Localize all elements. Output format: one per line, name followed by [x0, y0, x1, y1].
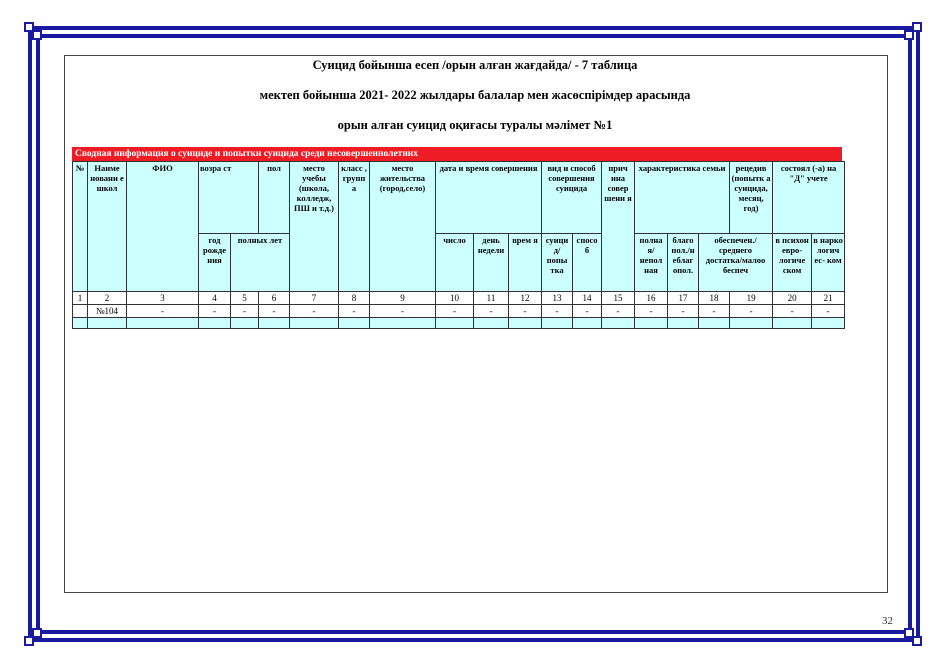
table-cell	[73, 305, 88, 318]
col-header-time: врем я	[509, 234, 542, 292]
col-header-class: класс , групп а	[339, 162, 370, 292]
table-cell	[370, 318, 436, 329]
column-number: 4	[199, 292, 231, 305]
border-corner	[32, 628, 42, 638]
table-cell	[509, 318, 542, 329]
col-header-study-place: место учебы (школа, колледж, ПШ и т.д.)	[290, 162, 339, 292]
col-header-method: вид и способ совершения суицида	[542, 162, 602, 234]
report-title: Суицид бойынша есеп /орын алған жағдайда/ - 7 таблица	[312, 58, 638, 72]
col-header-provision: обеспечен./ среднего достатка/малоо беспеч	[699, 234, 773, 292]
col-header-registry: состоял (-а) на "Д" учете	[773, 162, 845, 234]
table-cell: -	[231, 305, 259, 318]
page-number: 32	[882, 615, 893, 627]
table-cell	[635, 318, 668, 329]
table-cell	[812, 318, 845, 329]
column-number: 9	[370, 292, 436, 305]
col-header-birth-year: год рожде ния	[199, 234, 231, 292]
table-row	[73, 305, 845, 318]
col-header-suicide-attempt: суици д/ попы тка	[542, 234, 573, 292]
table-cell: -	[370, 305, 436, 318]
column-number: 3	[127, 292, 199, 305]
table-cell	[88, 318, 127, 329]
col-header-means: спосо б	[573, 234, 602, 292]
column-number: 2	[88, 292, 127, 305]
table-row	[73, 318, 845, 329]
table-cell	[542, 318, 573, 329]
column-number: 17	[668, 292, 699, 305]
col-header-num: №	[73, 162, 88, 292]
table-cell: -	[573, 305, 602, 318]
sheet-banner: Сводная информация о суициде и попытки суицида среди несовершеннолетних	[72, 147, 842, 161]
column-number: 6	[259, 292, 290, 305]
table-cell	[127, 318, 199, 329]
table-cell	[199, 318, 231, 329]
column-number: 11	[474, 292, 509, 305]
table-cell	[573, 318, 602, 329]
table-cell	[773, 318, 812, 329]
table-cell: -	[474, 305, 509, 318]
table-cell	[231, 318, 259, 329]
column-number: 13	[542, 292, 573, 305]
table-cell: -	[127, 305, 199, 318]
col-header-datetime: дата и время совершения	[436, 162, 542, 234]
table-cell	[602, 318, 635, 329]
col-header-gender: пол	[259, 162, 290, 234]
table-cell: -	[290, 305, 339, 318]
column-number: 15	[602, 292, 635, 305]
col-header-family: характеристика семьи	[635, 162, 730, 234]
report-subtitle: мектеп бойынша 2021- 2022 жылдары балалар мен жасөспірімдер арасында	[259, 88, 691, 102]
col-header-day: число	[436, 234, 474, 292]
column-number: 12	[509, 292, 542, 305]
table-cell: -	[542, 305, 573, 318]
table-cell: -	[635, 305, 668, 318]
col-header-fio: ФИО	[127, 162, 199, 292]
table-cell: -	[602, 305, 635, 318]
table-cell	[730, 318, 773, 329]
table-cell: -	[668, 305, 699, 318]
table-cell	[699, 318, 730, 329]
col-header-age: возра ст	[199, 162, 259, 234]
column-number: 18	[699, 292, 730, 305]
col-header-residence: место жительства (город,село)	[370, 162, 436, 292]
border-corner	[32, 30, 42, 40]
table-cell: -	[509, 305, 542, 318]
col-header-narco: в нарко логич ес- ком	[812, 234, 845, 292]
table-cell	[290, 318, 339, 329]
column-number: 20	[773, 292, 812, 305]
table-cell	[436, 318, 474, 329]
col-header-psycho: в психон евро- логиче ском	[773, 234, 812, 292]
col-header-reason: прич ина совер шени я	[602, 162, 635, 292]
report-table	[72, 161, 845, 329]
column-number-row	[73, 292, 845, 305]
border-corner	[904, 30, 914, 40]
table-cell: -	[199, 305, 231, 318]
column-number: 5	[231, 292, 259, 305]
column-number: 16	[635, 292, 668, 305]
table-cell	[339, 318, 370, 329]
table-cell: -	[730, 305, 773, 318]
table-cell	[259, 318, 290, 329]
table-cell: -	[812, 305, 845, 318]
table-cell: -	[339, 305, 370, 318]
column-number: 14	[573, 292, 602, 305]
table-cell	[73, 318, 88, 329]
report-caption: орын алған суицид оқиғасы туралы мәлімет №1	[337, 118, 613, 132]
table-cell	[668, 318, 699, 329]
table-cell: -	[699, 305, 730, 318]
table-cell	[474, 318, 509, 329]
suicide-report-sheet	[72, 147, 842, 329]
col-header-school: Наиме новани е школ	[88, 162, 127, 292]
column-number: 1	[73, 292, 88, 305]
table-cell: -	[436, 305, 474, 318]
column-number: 10	[436, 292, 474, 305]
col-header-wellbeing: благо пол./н еблаг опол.	[668, 234, 699, 292]
column-number: 8	[339, 292, 370, 305]
col-header-weekday: день недели	[474, 234, 509, 292]
col-header-full-years: полных лет	[231, 234, 290, 292]
table-cell: -	[259, 305, 290, 318]
table-cell: №104	[88, 305, 127, 318]
column-number: 19	[730, 292, 773, 305]
column-number: 21	[812, 292, 845, 305]
column-number: 7	[290, 292, 339, 305]
col-header-complete: полна я/ непол ная	[635, 234, 668, 292]
col-header-relapse: рецедив (попытк а суицида, месяц, год)	[730, 162, 773, 234]
table-cell: -	[773, 305, 812, 318]
border-corner	[904, 628, 914, 638]
